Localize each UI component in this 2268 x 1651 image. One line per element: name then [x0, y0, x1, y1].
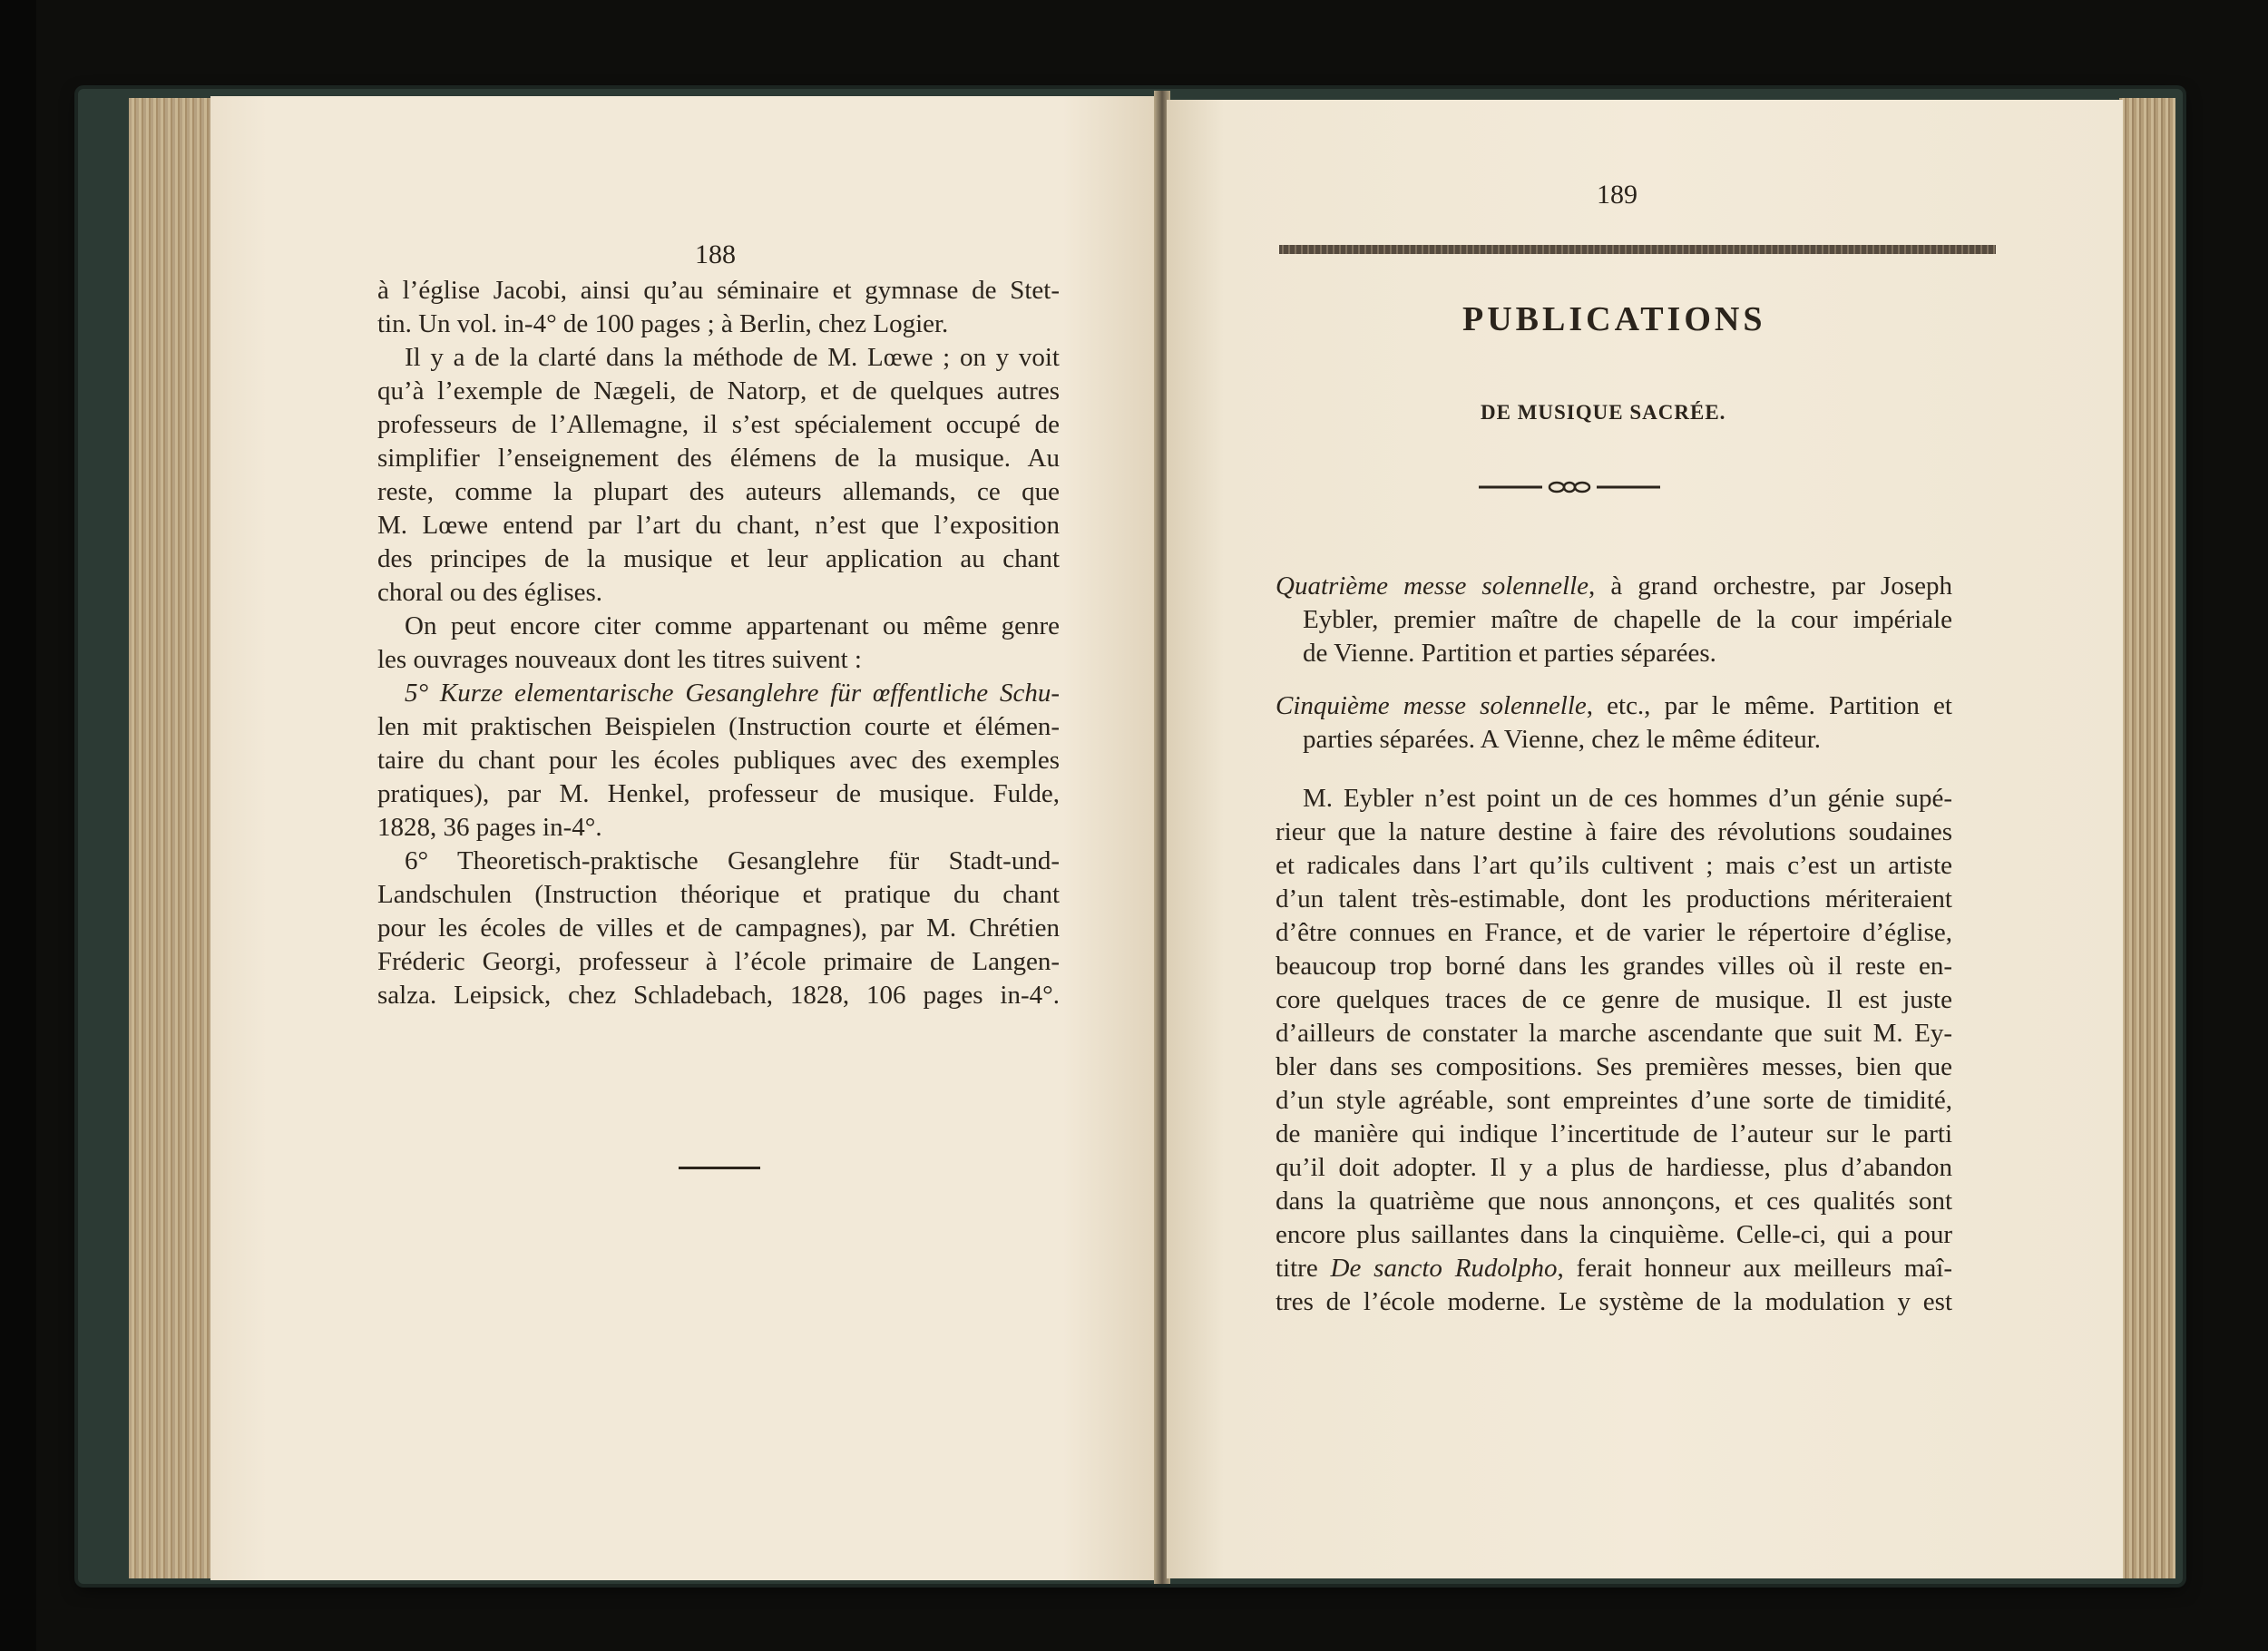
page-number-left: 188: [695, 239, 736, 269]
text-line: reste, comme la plupart des auteurs allemands, ce que: [377, 477, 1060, 506]
text-line: salza. Leipsick, chez Schladebach, 1828, 106 pages in-4°.: [377, 981, 1060, 1010]
text-line: On peut encore citer comme appartenant ou même genre: [405, 611, 1060, 640]
text-line: tin. Un vol. in-4° de 100 pages ; à Berlin, chez Logier.: [377, 309, 949, 338]
text-line: Il y a de la clarté dans la méthode de M. Lœwe ; on y voit: [405, 343, 1060, 372]
text-line: titre De sancto Rudolpho, ferait honneur aux meilleurs maî-: [1276, 1254, 1952, 1283]
header-rule: [1279, 245, 1996, 254]
text-line: les ouvrages nouveaux dont les titres suivent :: [377, 645, 862, 674]
publication-entry: Quatrième messe solennelle, à grand orchestre, par Joseph: [1276, 572, 1952, 601]
text-line: beaucoup trop borné dans les grandes villes où il reste en-: [1276, 952, 1952, 981]
text-line: dans la quatrième que nous annonçons, et ces qualités sont: [1276, 1187, 1952, 1216]
text-line: 5° Kurze elementarische Gesanglehre für œffentliche Schu-: [405, 679, 1060, 708]
text-line: de manière qui indique l’incertitude de l’auteur sur le parti: [1276, 1119, 1952, 1148]
text-line: choral ou des églises.: [377, 578, 603, 607]
text-line: qu’à l’exemple de Nægeli, de Natorp, et de quelques autres: [377, 376, 1060, 405]
text-line: M. Lœwe entend par l’art du chant, n’est que l’exposition: [377, 511, 1060, 540]
publication-entry: parties séparées. A Vienne, chez le même éditeur.: [1303, 725, 1822, 754]
text-line: pour les écoles de villes et de campagnes), par M. Chrétien: [377, 913, 1060, 943]
ornament-divider: [1479, 481, 1660, 493]
section-title: PUBLICATIONS: [1462, 300, 1766, 338]
text-line: 1828, 36 pages in-4°.: [377, 813, 602, 842]
text-line: et radicales dans l’art qu’ils cultivent ; mais c’est un artiste: [1276, 851, 1952, 880]
text-line: pratiques), par M. Henkel, professeur de musique. Fulde,: [377, 779, 1060, 808]
text-line: des principes de la musique et leur application au chant: [377, 544, 1060, 573]
text-line: d’un talent très-estimable, dont les productions mériteraient: [1276, 884, 1952, 913]
text-line: rieur que la nature destine à faire des révolutions soudaines: [1276, 817, 1952, 846]
text-line: core quelques traces de ce genre de musique. Il est juste: [1276, 985, 1952, 1014]
page-edges-left: [129, 98, 220, 1578]
text-line: encore plus saillantes dans la cinquième. Celle-ci, qui a pour: [1276, 1220, 1952, 1249]
text-line: tres de l’école moderne. Le système de la modulation y est: [1276, 1287, 1952, 1316]
section-divider: [679, 1167, 760, 1169]
page-edges-right: [2119, 98, 2175, 1578]
publication-entry: Cinquième messe solennelle, etc., par le même. Partition et: [1276, 691, 1952, 720]
publication-entry: de Vienne. Partition et parties séparées.: [1303, 639, 1716, 668]
background-edge: [0, 0, 36, 1651]
text-line: d’ailleurs de constater la marche ascendante que suit M. Ey-: [1276, 1019, 1952, 1048]
text-line: M. Eybler n’est point un de ces hommes d’un génie supé-: [1303, 784, 1952, 813]
publication-entry: Eybler, premier maître de chapelle de la cour impériale: [1303, 605, 1952, 634]
text-line: taire du chant pour les écoles publiques avec des exemples: [377, 746, 1060, 775]
page-number-right: 189: [1597, 180, 1637, 210]
text-line: 6° Theoretisch-praktische Gesanglehre für Stadt-und-: [405, 846, 1060, 875]
entry-rest: , à grand orchestre, par Joseph: [1589, 572, 1952, 601]
text-line: len mit praktischen Beispielen (Instruction courte et élémen-: [377, 712, 1060, 741]
text-line: à l’église Jacobi, ainsi qu’au séminaire et gymnase de Stet-: [377, 276, 1060, 305]
text-line: Landschulen (Instruction théorique et pratique du chant: [377, 880, 1060, 909]
text-line: simplifier l’enseignement des élémens de la musique. Au: [377, 444, 1060, 473]
text-line: qu’il doit adopter. Il y a plus de hardiesse, plus d’abandon: [1276, 1153, 1952, 1182]
text-line: bler dans ses compositions. Ses premières messes, bien que: [1276, 1052, 1952, 1081]
text-line: d’un style agréable, sont empreintes d’une sorte de timidité,: [1276, 1086, 1952, 1115]
section-subtitle: DE MUSIQUE SACRÉE.: [1481, 401, 1726, 424]
text-line: Fréderic Georgi, professeur à l’école primaire de Langen-: [377, 947, 1060, 976]
text-line: d’être connues en France, et de varier le répertoire d’église,: [1276, 918, 1952, 947]
text-line: professeurs de l’Allemagne, il s’est spécialement occupé de: [377, 410, 1060, 439]
